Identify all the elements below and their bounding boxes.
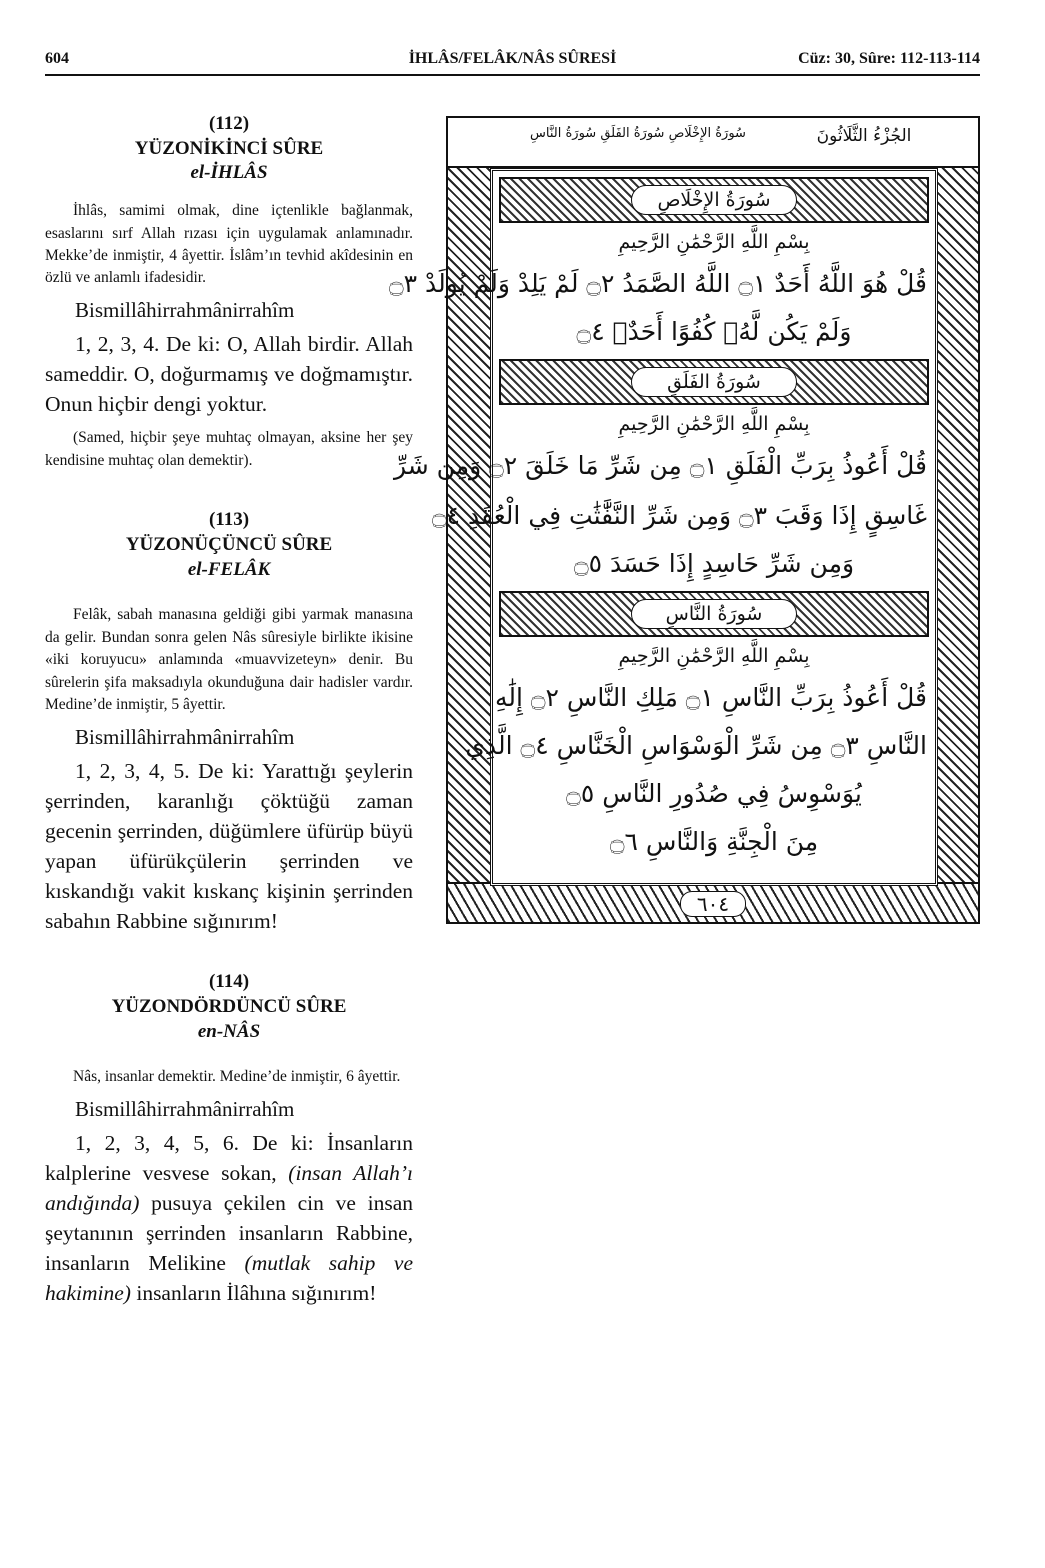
sura-name: YÜZONDÖRDÜNCÜ SÛRE xyxy=(111,995,347,1017)
mushaf-page-number: ٦٠٤ xyxy=(448,892,978,916)
sura-number: (114) xyxy=(208,971,250,993)
basmala: Bismillâhirrahmânirrahîm xyxy=(75,1096,295,1121)
verse-line: قُلْ هُوَ اللَّهُ أَحَدٌ ۝١ اللَّهُ الصَّمَدُ ۝٢ لَمْ يَلِدْ وَلَمْ يُولَدْ ۝٣ xyxy=(389,269,927,298)
sura-title-box-ikhlas xyxy=(499,177,929,223)
sura-name: YÜZONÜÇÜNCÜ SÛRE xyxy=(125,533,333,555)
basmala: Bismillâhirrahmânirrahîm xyxy=(75,724,295,749)
mushaf-header-band xyxy=(448,118,978,168)
sura-intro: İhlâs, samimi olmak, dine içtenlikle bağlanmak, esaslarını sırf Allah rızası için uygulamak anlamınadır. Mekke’de inmiştir, 4 âyettir. İslâm’ın tevhid akîdesinin en özlü ve anlamlı ifadesidir. xyxy=(45,202,413,287)
sura-title: en-NÂS xyxy=(197,1020,261,1042)
sura-number: (113) xyxy=(208,509,250,531)
sura-heading-113 xyxy=(45,508,413,582)
running-header xyxy=(45,48,980,76)
verse-line: وَمِن شَرِّ حَاسِدٍ إِذَا حَسَدَ ۝٥ xyxy=(573,549,855,578)
basmala: Bismillâhirrahmânirrahîm xyxy=(75,297,295,322)
translation-part: insanların İlâhına sığınırım! xyxy=(130,1281,377,1306)
sura-title-ar: سُورَةُ النَّاسِ xyxy=(631,599,797,629)
header-location: Cüz: 30, Sûre: 112-113-114 xyxy=(798,50,980,67)
basmala-ar: بِسْمِ اللَّهِ الرَّحْمَٰنِ الرَّحِيمِ xyxy=(618,645,810,667)
page-number: 604 xyxy=(45,50,69,67)
sura-translation: 1, 2, 3, 4, 5. De ki: Yarattığı şeylerin şerrinden, karanlığı çöktüğü zaman gecenin şerrinden, düğümlere üfürüp büyü yapan üfürükçülerin şerrinden ve kıskandığı vakit kıskanç kişinin şerrinden sabahın Rabbine sığınırım! xyxy=(45,758,413,934)
sura-note: (Samed, hiçbir şeye muhtaç olmayan, aksine her şey kendisine muhtaç olan demektir). xyxy=(45,429,413,469)
sura-title: el-FELÂK xyxy=(187,558,271,580)
sura-title-box-nas xyxy=(499,591,929,637)
translation-column xyxy=(45,112,413,1308)
translation-aside: (insan Allah’ı andığında) xyxy=(45,1160,413,1215)
sura-title-ar: سُورَةُ الفَلَقِ xyxy=(631,367,797,397)
sura-title: el-İHLÂS xyxy=(190,162,268,184)
translation-aside: (mutlak sahip ve hakimine) xyxy=(45,1251,413,1306)
mushaf-juz-label: الجُزْءُ الثَّلَاثُونَ xyxy=(816,126,912,146)
sura-title-ar: سُورَةُ الإِخْلَاصِ xyxy=(631,185,797,215)
verse-line: قُلْ أَعُوذُ بِرَبِّ النَّاسِ ۝١ مَلِكِ النَّاسِ ۝٢ إِلَٰهِ xyxy=(494,683,927,712)
mushaf-page xyxy=(389,116,980,924)
basmala-ar: بِسْمِ اللَّهِ الرَّحْمَٰنِ الرَّحِيمِ xyxy=(618,413,810,435)
verse-line: غَاسِقٍ إِذَا وَقَبَ ۝٣ وَمِن شَرِّ النَّفَّٰثَٰتِ فِي الْعُقَدِ ۝٤ xyxy=(431,501,927,530)
verse-line: وَلَمْ يَكُن لَّهُۥ كُفُوًا أَحَدٌۢ ۝٤ xyxy=(576,317,852,346)
sura-number: (112) xyxy=(208,113,250,134)
sura-heading-112 xyxy=(45,112,413,186)
verse-line: قُلْ أَعُوذُ بِرَبِّ الْفَلَقِ ۝١ مِن شَرِّ مَا خَلَقَ ۝٢ وَمِن شَرِّ xyxy=(393,451,927,480)
mushaf-text-area xyxy=(389,168,938,886)
basmala-ar: بِسْمِ اللَّهِ الرَّحْمَٰنِ الرَّحِيمِ xyxy=(618,231,810,253)
sura-name: YÜZONİKİNCİ SÛRE xyxy=(134,137,324,159)
translation-part: 1, 2, 3, 4, 5, 6. De ki: İnsanların kalplerine vesvese sokan, xyxy=(45,1130,413,1185)
sura-translation xyxy=(45,1128,413,1309)
verse-line: النَّاسِ ۝٣ مِن شَرِّ الْوَسْوَاسِ الْخَنَّاسِ ۝٤ الَّذِي xyxy=(465,731,927,760)
mushaf-sura-names: سُورَةُ الإِخْلَاصِ سُورَةُ الفَلَقِ سُورَةُ النَّاسِ xyxy=(530,126,746,141)
sura-translation: 1, 2, 3, 4. De ki: O, Allah birdir. Allah sameddir. O, doğurmamış ve doğmamıştır. Onun hiçbir dengi yoktur. xyxy=(45,331,413,417)
verse-line: يُوَسْوِسُ فِي صُدُورِ النَّاسِ ۝٥ xyxy=(566,779,862,808)
sura-intro: Felâk, sabah manasına geldiği gibi yarmak manasına da gelir. Bundan sonra gelen Nâs sûresiyle birlikte ikisine «iki koruyucu» anlamında «muavvizeteyn» denir. Bu sûrelerin şifa maksadıyla okunduğuna dair hadisler vardır. Medine’de inmiştir, 5 âyettir. xyxy=(45,606,413,714)
sura-intro: Nâs, insanlar demektir. Medine’de inmiştir, 6 âyettir. xyxy=(73,1068,401,1086)
header-title: İHLÂS/FELÂK/NÂS SÛRESİ xyxy=(408,50,617,67)
verse-line: مِنَ الْجِنَّةِ وَالنَّاسِ ۝٦ xyxy=(609,827,819,856)
translation-part: pusuya çekilen cin ve insan şeytanının şerrinden insanların Rabbine, insanların Melikine xyxy=(45,1190,413,1276)
mushaf-footer-band xyxy=(448,882,978,922)
sura-title-box-falaq xyxy=(499,359,929,405)
sura-heading-114 xyxy=(45,970,413,1044)
